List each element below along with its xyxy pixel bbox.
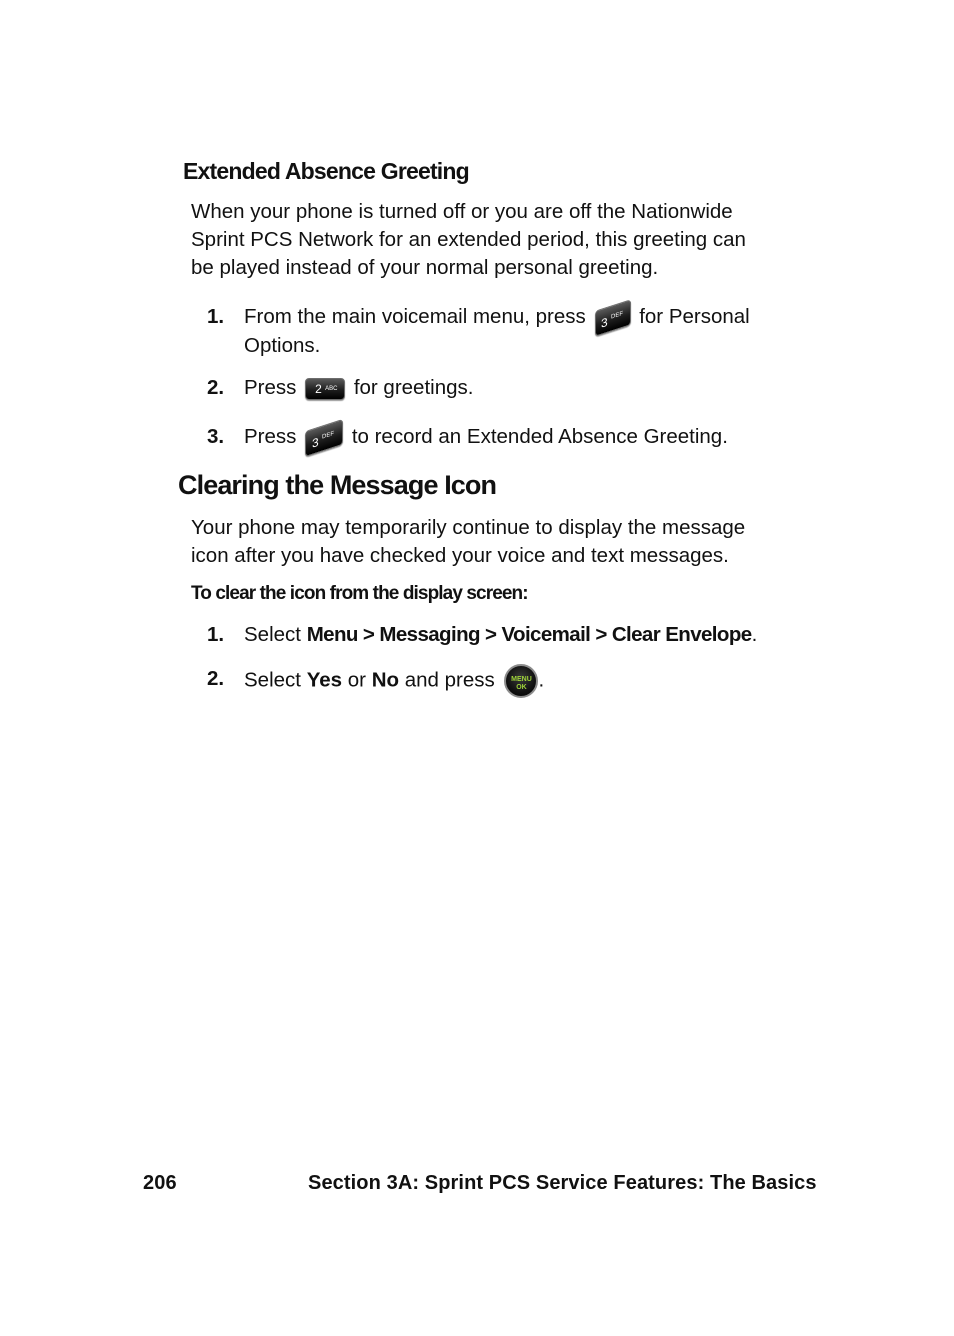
button-line: MENU [511, 676, 532, 683]
step-body [244, 664, 804, 698]
section-heading-extended-absence: Extended Absence Greeting [183, 158, 469, 184]
page-number: 206 [143, 1172, 177, 1194]
step-text: Options. [244, 334, 321, 357]
key-letters: DEF [610, 310, 623, 321]
procedure-lead: To clear the icon from the display screen: [191, 583, 528, 604]
key-letters: ABC [325, 385, 338, 392]
step-body [244, 422, 804, 451]
option-yes: Yes [306, 668, 343, 692]
button-line: OK [516, 684, 527, 691]
step-text: Select [244, 668, 301, 692]
section1-paragraph [191, 198, 801, 282]
step-text: . [751, 623, 758, 646]
step-number: 1. [207, 623, 225, 646]
section2-paragraph [191, 514, 801, 570]
step-text: to record an Extended Absence Greeting. [351, 425, 728, 448]
key-3-def-icon [305, 418, 343, 456]
para-line: be played instead of your normal personal greeting. [191, 256, 659, 279]
step-number: 2. [207, 667, 225, 690]
option-no: No [371, 668, 400, 692]
step-text: Select [244, 623, 301, 646]
step-body [244, 373, 804, 402]
step-number: 2. [207, 376, 225, 399]
section-heading-clearing-icon: Clearing the Message Icon [178, 470, 497, 500]
step-text: Press [244, 425, 297, 448]
key-digit: 2 [315, 381, 322, 396]
footer-section-title: Section 3A: Sprint PCS Service Features: The Basics [308, 1172, 817, 1194]
key-letters: DEF [322, 430, 335, 441]
step-text: or [347, 668, 366, 692]
step-text: Press [244, 376, 297, 399]
para-line: Sprint PCS Network for an extended period, this greeting can [191, 228, 746, 251]
para-line: icon after you have checked your voice and text messages. [191, 544, 729, 567]
menu-ok-button-icon [504, 664, 538, 698]
step-text: and press [404, 668, 495, 692]
key-digit: 3 [600, 314, 608, 331]
step-body [244, 620, 804, 649]
para-line: When your phone is turned off or you are off the Nationwide [191, 200, 733, 223]
para-line: Your phone may temporarily continue to display the message [191, 516, 746, 539]
key-2-abc-icon [305, 378, 345, 400]
key-digit: 3 [312, 434, 319, 451]
step-text: . [538, 668, 545, 692]
menu-path: Menu > Messaging > Voicemail > Clear Envelope [306, 623, 752, 646]
step-number: 1. [207, 305, 225, 328]
step-text: for greetings. [353, 376, 474, 399]
step-number: 3. [207, 425, 225, 448]
step-text: From the main voicemail menu, press [244, 305, 586, 328]
key-3-def-icon [595, 299, 631, 337]
step-body [244, 302, 804, 360]
step-text: for Personal [639, 305, 750, 328]
